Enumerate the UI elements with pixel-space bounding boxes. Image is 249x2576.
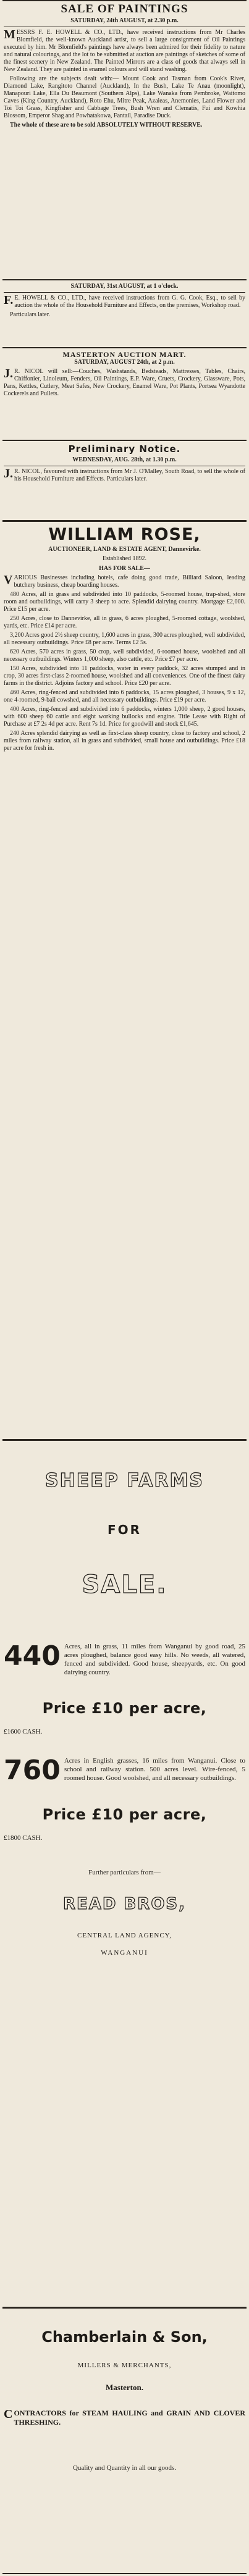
section-rule [2,2307,247,2309]
farm-lot-2 [4,1756,245,1785]
howell-furniture-ad [4,283,245,321]
ad-dateline: SATURDAY, AUGUST 24th, at 2 p.m. [74,359,175,366]
title-for: FOR [107,1522,142,1537]
ad-footer: Particulars later. [10,311,50,318]
listing-item: 240 Acres splendid dairying as well as first-class sheep country, close to factory and school, 2 miles from railway station, all in grass and subdivided, small house and outbuildings. Price £18 per acre for fresh in. [4,730,245,752]
ad-dateline: SATURDAY, 24th AUGUST, at 2.30 p.m. [70,17,179,24]
lot-text: Acres, all in grass, 11 miles from Wanganui by good road, 25 acres ploughed, balance good easy hills. No weeds, all watered, fenced and subdivided. Good house, sheepyards, etc. On good dairying country. [64,1643,245,1676]
lot-cash: £1600 CASH. [4,1728,43,1735]
ad-header: SALE OF PAINTINGS [61,2,188,15]
listing-item: 480 Acres, all in grass and subdivided into 10 paddocks, 5-roomed house, trap-shed, store room and outbuildings, will carry 3 sheep to acre. Splendid dairying country. Mortgage £2,000. Price £15 per acre. [4,591,245,613]
top-rule [2,0,247,1]
divider [4,292,245,293]
listing-item: 250 Acres, close to Dannevirke, all in grass, 6 acres ploughed, 5-roomed cottage, woolshed, yards, etc. Price £14 per acre. [4,615,245,629]
section-rule [2,440,247,441]
firm-town: Masterton. [105,2383,143,2392]
listing-item: VARIOUS Businesses including hotels, cafe doing good trade, Billiard Saloon, leading butchery business, cheap boarding houses. [4,573,245,589]
howell-paintings-ad [4,2,245,131]
firm-services: CONTRACTORS for STEAM HAULING and GRAIN AND CLOVER THRESHING. [4,2407,245,2427]
lot-acreage: 440 [4,1640,61,1672]
bottom-rule [2,2573,247,2574]
listing-item: 620 Acres, 570 acres in grass, 50 crop, well subdivided, 6-roomed house, woolshed and all necessary outbuildings. Winters 1,000 sheep, also cattle, etc. Price £7 per acre. [4,648,245,663]
agent-name: WILLIAM ROSE, [48,525,201,544]
title-sale: SALE. [82,1571,167,1599]
lot-price: Price £10 per acre, [42,1700,207,1717]
firm-footer: Quality and Quantity in all our goods. [72,2464,177,2472]
section-rule [2,279,247,280]
agency-town: WANGANUI [101,1949,148,1957]
firm-trade: MILLERS & MERCHANTS, [77,2362,172,2369]
section-rule [2,1439,247,1441]
listing-item: 400 Acres, ring-fenced and subdivided into 6 paddocks, winters 1,000 sheep, 2 good houses, with 600 sheep 60 cattle and eight working bullocks and engine. Title Lease with Right of Purchase at £7 2s 4d per acre. Rent 7s 1d. Price for goodwill and stock £1,645. [4,706,245,728]
further-particulars: Further particulars from— [88,1869,161,1876]
ad-dateline: WEDNESDAY, AUG. 28th, at 1.30 p.m. [72,456,177,463]
ad-body: MESSRS F. E. HOWELL & CO., LTD., have received instructions from Mr Charles Blomfield, the well-known Auckland artist, to sell a large consignment of Oil Paintings executed by him. Mr Blomfield's paintings have always been admired for their fidelity to nature and natural colourings, and the lot to be submitted at auction are paintings of sketches of some of the finest scenery in New Zealand. The Painted Mirrors are a class of goods that always sell in New Zealand. They are painted in enamel colours and will stand washing. [4,28,245,73]
lot-text: Acres in English grasses, 16 miles from Wanganui. Close to school and railway station. 500 acres level. Wire-fenced, 5 roomed house. Good woolshed, and all necessary outbuildings. [64,1757,245,1782]
firm-name: Chamberlain & Son, [41,2328,208,2346]
agency-name: CENTRAL LAND AGENCY, [77,1932,172,1939]
ad-body: F.E. HOWELL & CO., LTD., have received instructions from G. G. Cook, Esq., to sell by auction the whole of the Household Furniture and Effects, on the premises, Workshop road. [4,293,245,309]
ad-header: MASTERTON AUCTION MART. [62,350,187,359]
lot-price: Price £10 per acre, [42,1806,207,1823]
for-sale-label: HAS FOR SALE— [99,565,150,572]
ad-closing: The whole of these are to be sold ABSOLUTELY WITHOUT RESERVE. [10,122,203,128]
farm-lot-1 [4,1642,245,1679]
section-rule [2,520,247,522]
listing-item: 460 Acres, ring-fenced and subdivided into 6 paddocks, 15 acres ploughed, 3 houses, 9 x 12, one 4-roomed, 9-bail cowshed, and all necessary outbuildings. Price £19 per acre. [4,689,245,703]
ad-body: J.R. NICOL will sell:—Couches, Washstands, Bedsteads, Mattresses, Tables, Chairs, Chiffonier, Linoleum, Fenders, Oil Paintings, E.P. Ware, Cruets, Crockery, Glassware, Pots, Pans, Kettles, Cutlery, Meat Safes, New Crockery, Enamel Ware, Pot Plants, Portsea Wyandotte Cockerels and Pullets. [4,367,245,397]
listing-item: 3,200 Acres good 2½ sheep country, 1,600 acres in grass, 300 acres ploughed, well subdivided, all necessary outbuildings. Price £8 per acre. Terms £2 5s. [4,632,245,646]
nicol-auction-ad [4,350,245,400]
chamberlain-ad [4,2328,245,2473]
ad-body: J.R. NICOL, favoured with instructions from Mr J. O'Malley, South Road, to sell the whole of his Household Furniture and Effects. Particulars later. [4,467,245,482]
section-rule [2,347,247,348]
lot-cash: £1800 CASH. [4,1834,43,1842]
agent-line2: Established 1892. [102,555,147,562]
listing-item: 150 Acres, subdivided into 11 paddocks, water in every paddock, 32 acres stumped and in crop, 30 acres first-class 2-roomed house, woolshed and all conveniences. One of the finest dairy farms in the district. Adjoins factory and school. Price £20 per acre. [4,665,245,687]
agent-read-bros: READ BROS, [62,1895,187,1913]
title-sheep-farms: SHEEP FARMS [45,1470,204,1491]
lot-acreage: 760 [4,1755,61,1786]
sheep-farms-ad [4,1470,245,1958]
ad-header: Preliminary Notice. [68,443,181,455]
ad-subjects: Following are the subjects dealt with:— Mount Cook and Tasman from Cook's River, Diamond Lake, Rangitoto Channel (Auckland), In the Bush, Lake Te Anau (moonlight), Manapouri Lake, Ella Du Beaumont (Southern Alps), Lake Wanaka from Pembroke, Waitomo Caves (King Country, Auckland), Roto Ehu, Mitre Peak, Azaleas, Anemonies, Land Flower and Toi Toi Grass, Kingfisher and Cabbage Trees, Bush Wren and Clematis, Fui and Kowhia Blossom, Emperor Shag and Powhatakowa, Fantail, Paradise Duck. [4,75,245,119]
ad-dateline: SATURDAY, 31st AUGUST, at 1 o'clock. [70,283,179,290]
agent-line1: AUCTIONEER, LAND & ESTATE AGENT, Dannevirke. [48,546,201,553]
prelim-notice-ad [4,443,245,485]
rose-land-agent-ad [4,525,245,754]
